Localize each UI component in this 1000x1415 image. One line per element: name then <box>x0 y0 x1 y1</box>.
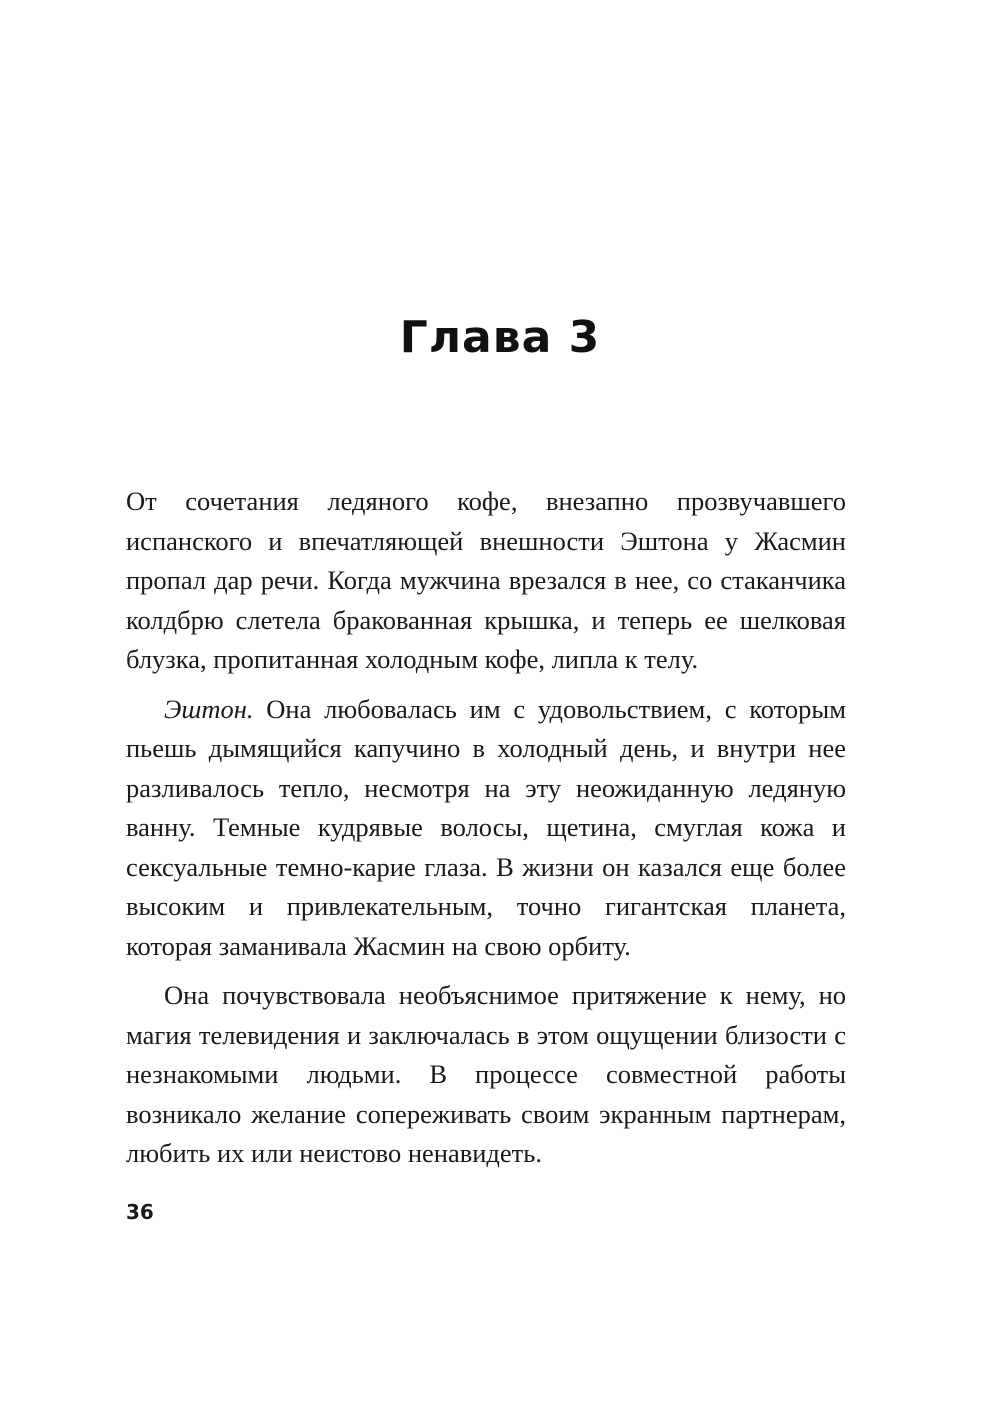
chapter-body <box>126 482 846 1184</box>
page-number: 36 <box>126 1200 154 1224</box>
paragraph-3: Она почувствовала необъяснимое притяжение к нему, но магия телевидения и заключалась в этом ощущении близости с незнакомыми людьми. В процессе совместной работы возникало желание сопереживать своим экранным партнерам, любить их или неистово ненавидеть. <box>126 980 846 1168</box>
paragraph-2-italic-lead: Эштон. <box>164 693 254 724</box>
paragraph-2 <box>126 690 846 967</box>
paragraph-1: От сочетания ледяного кофе, внезапно прозвучавшего испанского и впечатляющей внешности Эштона у Жасмин пропал дар речи. Когда мужчина врезался в нее, со стаканчика колдбрю слетела бракованная крышка, и теперь ее шелковая блузка, пропитанная холодным кофе, липла к телу. <box>126 486 846 674</box>
chapter-title: Глава 3 <box>399 312 601 363</box>
paragraph-2-text: Она любовалась им с удовольствием, с которым пьешь дымящийся капучино в холодный день, и внутри нее разливалось тепло, несмотря на эту неожиданную ледяную ванну. Темные кудрявые волосы, щетина, смуглая кожа и сексуальные темно-карие глаза. В жизни он казался еще более высоким и привлекательным, точно гигантская планета, которая заманивала Жасмин на свою орбиту. <box>126 693 846 961</box>
